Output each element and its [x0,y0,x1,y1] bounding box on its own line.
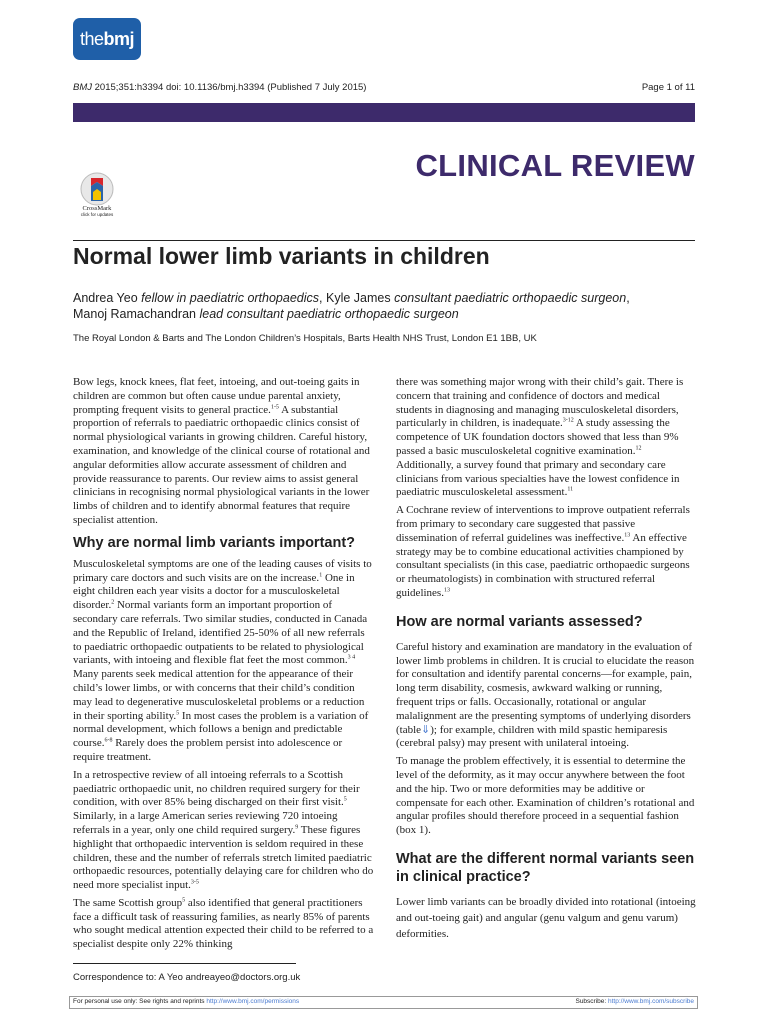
text-run: also identified that general practitioners face a difficult task of reassuring families, as nearly 85% of parents who sought medical attention expected their child to be referred to a specialist despite only 22% thinking [73,896,374,951]
citation-ref: 3-5 [190,879,199,886]
citation-ref: 5 [343,796,347,803]
text-run: In a retrospective review of all intoeing referrals to a Scottish paediatric orthopaedic unit, no children required surgery for their condition, with over 85% being discharged on their first visit. [73,768,360,809]
rights-notice: For personal use only: See rights and reprints http://www.bmj.com/permissions [73,998,300,1005]
title-rule [73,240,695,241]
text-run: Lower limb variants can be broadly divided into rotational (intoeing and out-toeing gait) and angular (genu valgum and genu varum) deformities. [396,895,696,940]
subscribe-link[interactable]: http://www.bmj.com/subscribe [608,998,694,1005]
section-title: CLINICAL REVIEW [415,148,695,183]
table-link[interactable]: ⇓ [421,723,431,736]
section-heading: What are the different normal variants seen in clinical practice? [396,850,695,885]
footer [69,996,698,1009]
body-column-left [73,376,375,956]
text-run: These figures highlight that orthopaedic intervention is seldom required in these children, these and the number of referrals stretch limited paediatric orthopaedic resources, potentially delaying care for children who do need more specialist input. [73,823,374,892]
body-column-right [396,376,698,946]
citation-ref: 1-5 [270,403,279,410]
citation-ref: 2 [111,599,115,606]
citation-ref: 11 [567,486,574,493]
header-bar [73,103,695,122]
text-run: The same Scottish group [73,896,183,909]
citation-ref: 3 4 [347,654,356,661]
subscribe-notice: Subscribe: http://www.bmj.com/subscribe [575,998,694,1005]
citation-ref: 1 [319,571,323,578]
citation-ref: 3-12 [562,417,574,424]
section-heading: How are normal variants assessed? [396,613,643,630]
paragraph [396,755,698,838]
page-number: Page 1 of 11 [641,82,695,93]
text-run: Bow legs, knock knees, flat feet, intoeing, and out-toeing gaits in children are common but often cause undue parental anxiety, prompting frequent visits to general practice. [73,376,360,416]
crossmark-icon[interactable] [80,172,114,208]
citation-ref: 13 [624,532,631,539]
permissions-link[interactable]: http://www.bmj.com/permissions [206,998,300,1005]
text-run: Normal variants form an important proportion of secondary care referrals. Two similar studies, conducted in Canada and the Republic of Ireland, identified 25-50% of all new referrals to paediatric orthopaedic outpatients to be related to physiological variants, with intoeing and flexible flat feet the most common. [73,599,368,667]
text-run: An effective strategy may be to combine educational activities championed by consultant specialists (in this case, paediatric orthopaedic surgeons or rheumatologists) in combination with structured referral guidelines. [396,531,690,599]
affiliation: The Royal London & Barts and The London Children’s Hospitals, Barts Health NHS Trust, London E1 1BB, UK [73,333,537,344]
paragraph [73,769,375,893]
section-heading: Why are normal limb variants important? [73,534,355,551]
correspondence: Correspondence to: A Yeo andreayeo@doctors.org.uk [73,972,301,983]
citation: BMJ 2015;351:h3394 doi: 10.1136/bmj.h3394 (Published 7 July 2015) [73,82,367,93]
crossmark-label: CrossMark click for updates [80,205,114,217]
text-run: there was something major wrong with their child’s gait. There is concern that training and confidence of doctors and medical students in diagnosing and managing musculoskeletal disorders, particularly in children, is inadequate. [396,376,684,430]
text-run: To manage the problem effectively, it is essential to determine the level of the deformity, as it may occur anywhere between the foot and the hip. Two or more deformities may be additive or compensate for each other. Examination of children’s rotational and angular profiles should therefore proceed in a sequential fashion (box 1). [396,755,695,837]
correspondence-rule [73,963,296,964]
text-run: Musculoskeletal symptoms are one of the leading causes of visits to primary care doctors and such visits are on the increase. [73,557,372,584]
paragraph [73,376,375,528]
paragraph [396,504,698,601]
logo-text: thebmj [79,28,135,49]
text-run: Additionally, a survey found that primary and secondary care clinicians from various specialties have the lowest confidence in paediatric musculoskeletal assessment. [396,458,680,499]
text-run: In most cases the problem is a variation of normal development, which follows a benign and predictable course. [73,709,369,750]
text-run: One in eight children each year visits a doctor for a musculoskeletal disorder. [73,571,355,612]
text-run: Rarely does the problem persist into adolescence or require treatment. [73,737,343,763]
text-run: ); for example, children with mild spastic hemiparesis (cerebral palsy) may present with unilateral intoeing. [396,723,668,750]
citation-ref: 6-8 [104,737,113,744]
paragraph [396,894,698,942]
text-run: A substantial proportion of referrals to paediatric orthopaedic clinics consist of normal physiological variants in growing children. Careful history, examination, and knowledge of the clinical course of rotational and angular deformities allow accurate assessment of children and provide reassurance to parents. Our review aims to assist general clinicians in recognising normal physiological variants in the lower limbs of children and to identify abnormal features that require specialist attention. [73,403,370,526]
text-run: A Cochrane review of interventions to improve outpatient referrals from primary to secondary care suggested that passive dissemination of referral guidelines was ineffective. [396,504,690,544]
citation-ref: 13 [443,587,450,594]
text-run: Careful history and examination are mandatory in the evaluation of lower limb problems in children. It is crucial to elucidate the reason for consultation and identify parental concerns—for example, pain, long term disability, cosmesis, awkward walking or running, frequent trips or falls. Occasionally, rotational or angular malalignment are the presenting symptoms of underlying disorders (table [396,640,695,736]
bmj-logo[interactable] [73,18,141,60]
article-title: Normal lower limb variants in children [73,243,490,269]
author-list: Andrea Yeo fellow in paediatric orthopaedics, Kyle James consultant paediatric orthopaedic surgeon, Manoj Ramachandran lead consultant paediatric orthopaedic surgeon [73,291,630,321]
citation-ref: 9 [295,824,299,831]
citation-ref: 5 [182,897,186,904]
text-run: Many parents seek medical attention for the appearance of their child’s lower limbs, or with concerns that their child’s condition may lead to degenerative musculoskeletal problems or a reduction in their sporting ability. [73,668,365,722]
paragraph [73,558,375,765]
citation-ref: 5 [176,709,180,716]
citation-ref: 12 [635,445,642,452]
paragraph [396,376,698,500]
text-run: A study assessing the competence of UK foundation doctors showed that less than 9% passed a basic musculoskeletal cognitive examination. [396,417,679,457]
text-run: Similarly, in a large American series reviewing 720 intoeing referrals in a year, only one child required surgery. [73,810,338,836]
paragraph [396,641,698,751]
paragraph [73,897,375,952]
